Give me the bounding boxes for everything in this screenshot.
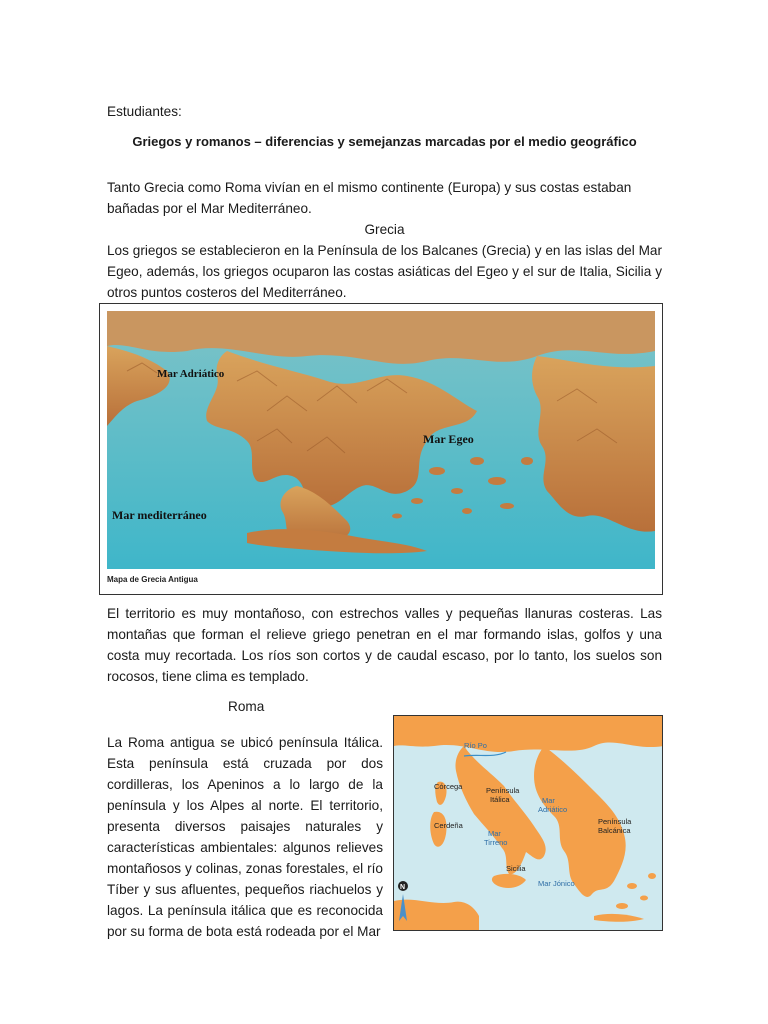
label-mar-egeo: Mar Egeo <box>423 432 474 446</box>
grecia-paragraph: Los griegos se establecieron en la Península de los Balcanes (Grecia) y en las islas del Mar Egeo, además, los griegos ocuparon las costas asiáticas del Egeo y el sur de Italia, Sicilia y otros puntos costeros del Mediterráneo. <box>107 243 662 300</box>
africa-land <box>394 900 479 931</box>
label-mar-mediterraneo: Mar mediterráneo <box>112 508 207 522</box>
label-peninsula-balcanica-1: Península <box>598 817 632 826</box>
north-label: N <box>400 884 406 891</box>
greece-map-caption: Mapa de Grecia Antigua <box>107 575 198 584</box>
label-rio-po: Río Po <box>464 741 487 750</box>
grecia-title: Grecia <box>364 222 405 237</box>
greece-map-image <box>107 311 655 569</box>
document-heading: Griegos y romanos – diferencias y semejanzas marcadas por el medio geográfico <box>132 134 637 149</box>
label-peninsula-italica-2: Itálica <box>490 795 510 804</box>
label-mar-jonico: Mar Jónico <box>538 879 575 888</box>
students-label: Estudiantes: <box>107 104 182 119</box>
greece-map-figure <box>99 303 663 595</box>
intro-paragraph: Tanto Grecia como Roma vivían en el mismo continente (Europa) y sus costas estaban bañadas por el Mar Mediterráneo. <box>107 180 632 216</box>
label-peninsula-italica-1: Península <box>486 786 520 795</box>
roma-paragraph: La Roma antigua se ubicó península Itálica. Esta península está cruzada por dos cordilleras, los Apeninos a lo largo de la península y los Alpes al norte. El territorio, presenta diversos paisajes naturales y características ambientales: algunos relieves montañosos y colinas, zonas forestales, el río Tíber y sus afluentes, pequeños riachuelos y lagos. La península itálica que es reconocida por su forma de bota está rodeada por el Mar <box>107 735 383 939</box>
roma-title: Roma <box>228 699 265 714</box>
label-mar-adriatico: Mar Adriático <box>157 368 225 380</box>
label-cerdena: Cerdeña <box>434 821 463 830</box>
italy-map-image <box>394 716 663 931</box>
label-mar-adriatico-1: Mar <box>542 796 555 805</box>
label-peninsula-balcanica-2: Balcánica <box>598 826 631 835</box>
italy-map-figure <box>393 715 663 931</box>
territory-paragraph: El territorio es muy montañoso, con estrechos valles y pequeñas llanuras costeras. Las montañas que forman el relieve griego penetran en el mar formando islas, golfos y una costa muy recortada. Los ríos son cortos y de caudal escaso, por lo tanto, los suelos son rocosos, tiene clima es templado. <box>107 606 662 684</box>
label-mar-tirreno-1: Mar <box>488 829 501 838</box>
label-mar-tirreno-2: Tirreno <box>484 838 508 847</box>
label-sicilia: Sicilia <box>506 864 526 873</box>
label-corcega: Córcega <box>434 782 463 791</box>
label-mar-adriatico-2: Adriático <box>538 805 568 814</box>
